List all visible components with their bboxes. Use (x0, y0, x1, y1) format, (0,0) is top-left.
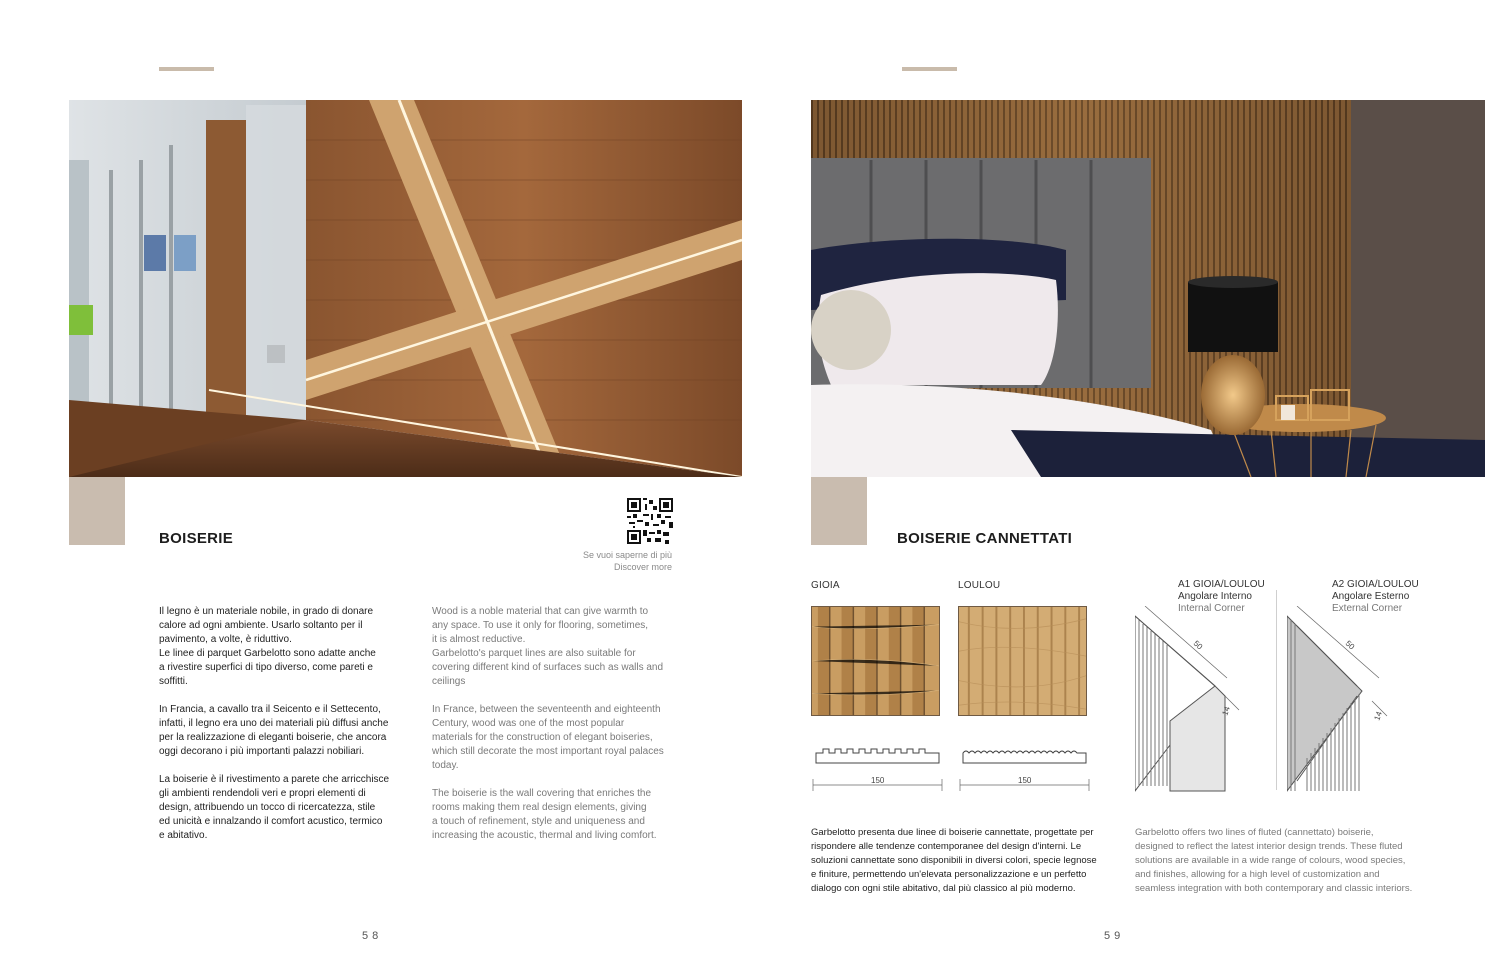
dimension-label: 150 (871, 776, 885, 785)
corner-name-it: Angolare Esterno (1332, 591, 1410, 602)
page-title: BOISERIE (159, 530, 234, 547)
english-text (432, 605, 682, 857)
corner-code: A1 GIOIA/LOULOU (1178, 579, 1265, 590)
qr-code-icon[interactable] (627, 498, 673, 544)
accent-block (69, 477, 125, 545)
corner-name-it: Angolare Interno (1178, 591, 1252, 602)
corner-name-en: External Corner (1332, 603, 1403, 614)
corner-name-en: Internal Corner (1178, 603, 1245, 614)
qr-caption (560, 549, 672, 573)
corner-divider (1276, 590, 1277, 790)
top-rule (159, 67, 214, 71)
qr-caption-en: Discover more (613, 562, 672, 572)
accent-block (811, 477, 867, 545)
page-number: 59 (1104, 930, 1125, 942)
swatch-loulou (958, 606, 1087, 716)
paragraph: Wood is a noble material that can give warmth to any space. To use it only for flooring, sometimes, it is almost reductive. Garbelotto's parquet lines are also suitable for covering different kind of surfaces such as walls and ceilings (432, 606, 664, 687)
dimension-label: 14 (1372, 710, 1384, 722)
right-page (742, 0, 1485, 968)
dimension-label: 14 (1220, 705, 1232, 717)
profile-label-gioia: GIOIA (811, 580, 840, 591)
profile-section-gioia (811, 745, 946, 800)
description-english: Garbelotto offers two lines of fluted (cannettato) boiserie, designed to reflect the latest interior design trends. These fluted solutions are available in a wide range of colours, wood species, and finishes, allowing for a high level of customization and seamless integration with both contemporary and classic interiors. (1135, 827, 1413, 894)
paragraph: In Francia, a cavallo tra il Seicento e il Settecento, infatti, il legno era uno dei materiali più diffusi anche per la realizzazione di eleganti boiserie, che ancora oggi decorano i più importanti palazzi nobiliari. (159, 704, 389, 757)
left-page (0, 0, 742, 968)
dimension-label: 50 (1343, 638, 1357, 652)
corner-a2-drawing (1287, 606, 1427, 796)
corner-code: A2 GIOIA/LOULOU (1332, 579, 1419, 590)
dimension-label: 50 (1191, 638, 1205, 652)
boiserie-photo (69, 100, 742, 477)
top-rule (902, 67, 957, 71)
dimension-label: 150 (1018, 776, 1032, 785)
paragraph: In France, between the seventeenth and eighteenth Century, wood was one of the most popular materials for the construction of elegant boiseries, which still decorate the most important royal palaces today. (432, 704, 664, 771)
paragraph: Il legno è un materiale nobile, in grado di donare calore ad ogni ambiente. Usarlo soltanto per il pavimento, a volte, è riduttivo. Le linee di parquet Garbelotto sono adatte anche a rivestire superfici di tipo diverso, come pareti e soffitti. (159, 606, 376, 687)
profile-label-loulou: LOULOU (958, 580, 1001, 591)
italian-text (159, 605, 409, 857)
bedroom-photo (811, 100, 1485, 477)
corner-a1-drawing (1135, 606, 1275, 796)
description-italian: Garbelotto presenta due linee di boiserie cannettate, progettate per rispondere alle tendenze contemporanee del design d'interni. Le soluzioni cannettate sono disponibili in diversi colori, specie legnose e finiture, permettendo un'elevata personalizzazione e un perfetto dialogo con ogni stile abitativo, dal più classico al più moderno. (811, 827, 1097, 894)
page-title: BOISERIE CANNETTATI (897, 530, 1073, 547)
swatch-gioia (811, 606, 940, 716)
paragraph: La boiserie è il rivestimento a parete che arricchisce gli ambienti rendendoli veri e propri elementi di design, attribuendo un tocco di ricercatezza, stile ed unicità e innalzando il comfort acustico, termico e abitativo. (159, 774, 390, 841)
paragraph: The boiserie is the wall covering that enriches the rooms making them real design elements, giving a touch of refinement, style and uniqueness and increasing the acoustic, thermal and living comfort. (432, 788, 657, 841)
qr-caption-it: Se vuoi saperne di più (582, 550, 672, 560)
page-number: 58 (362, 930, 383, 942)
profile-section-loulou (958, 745, 1093, 800)
